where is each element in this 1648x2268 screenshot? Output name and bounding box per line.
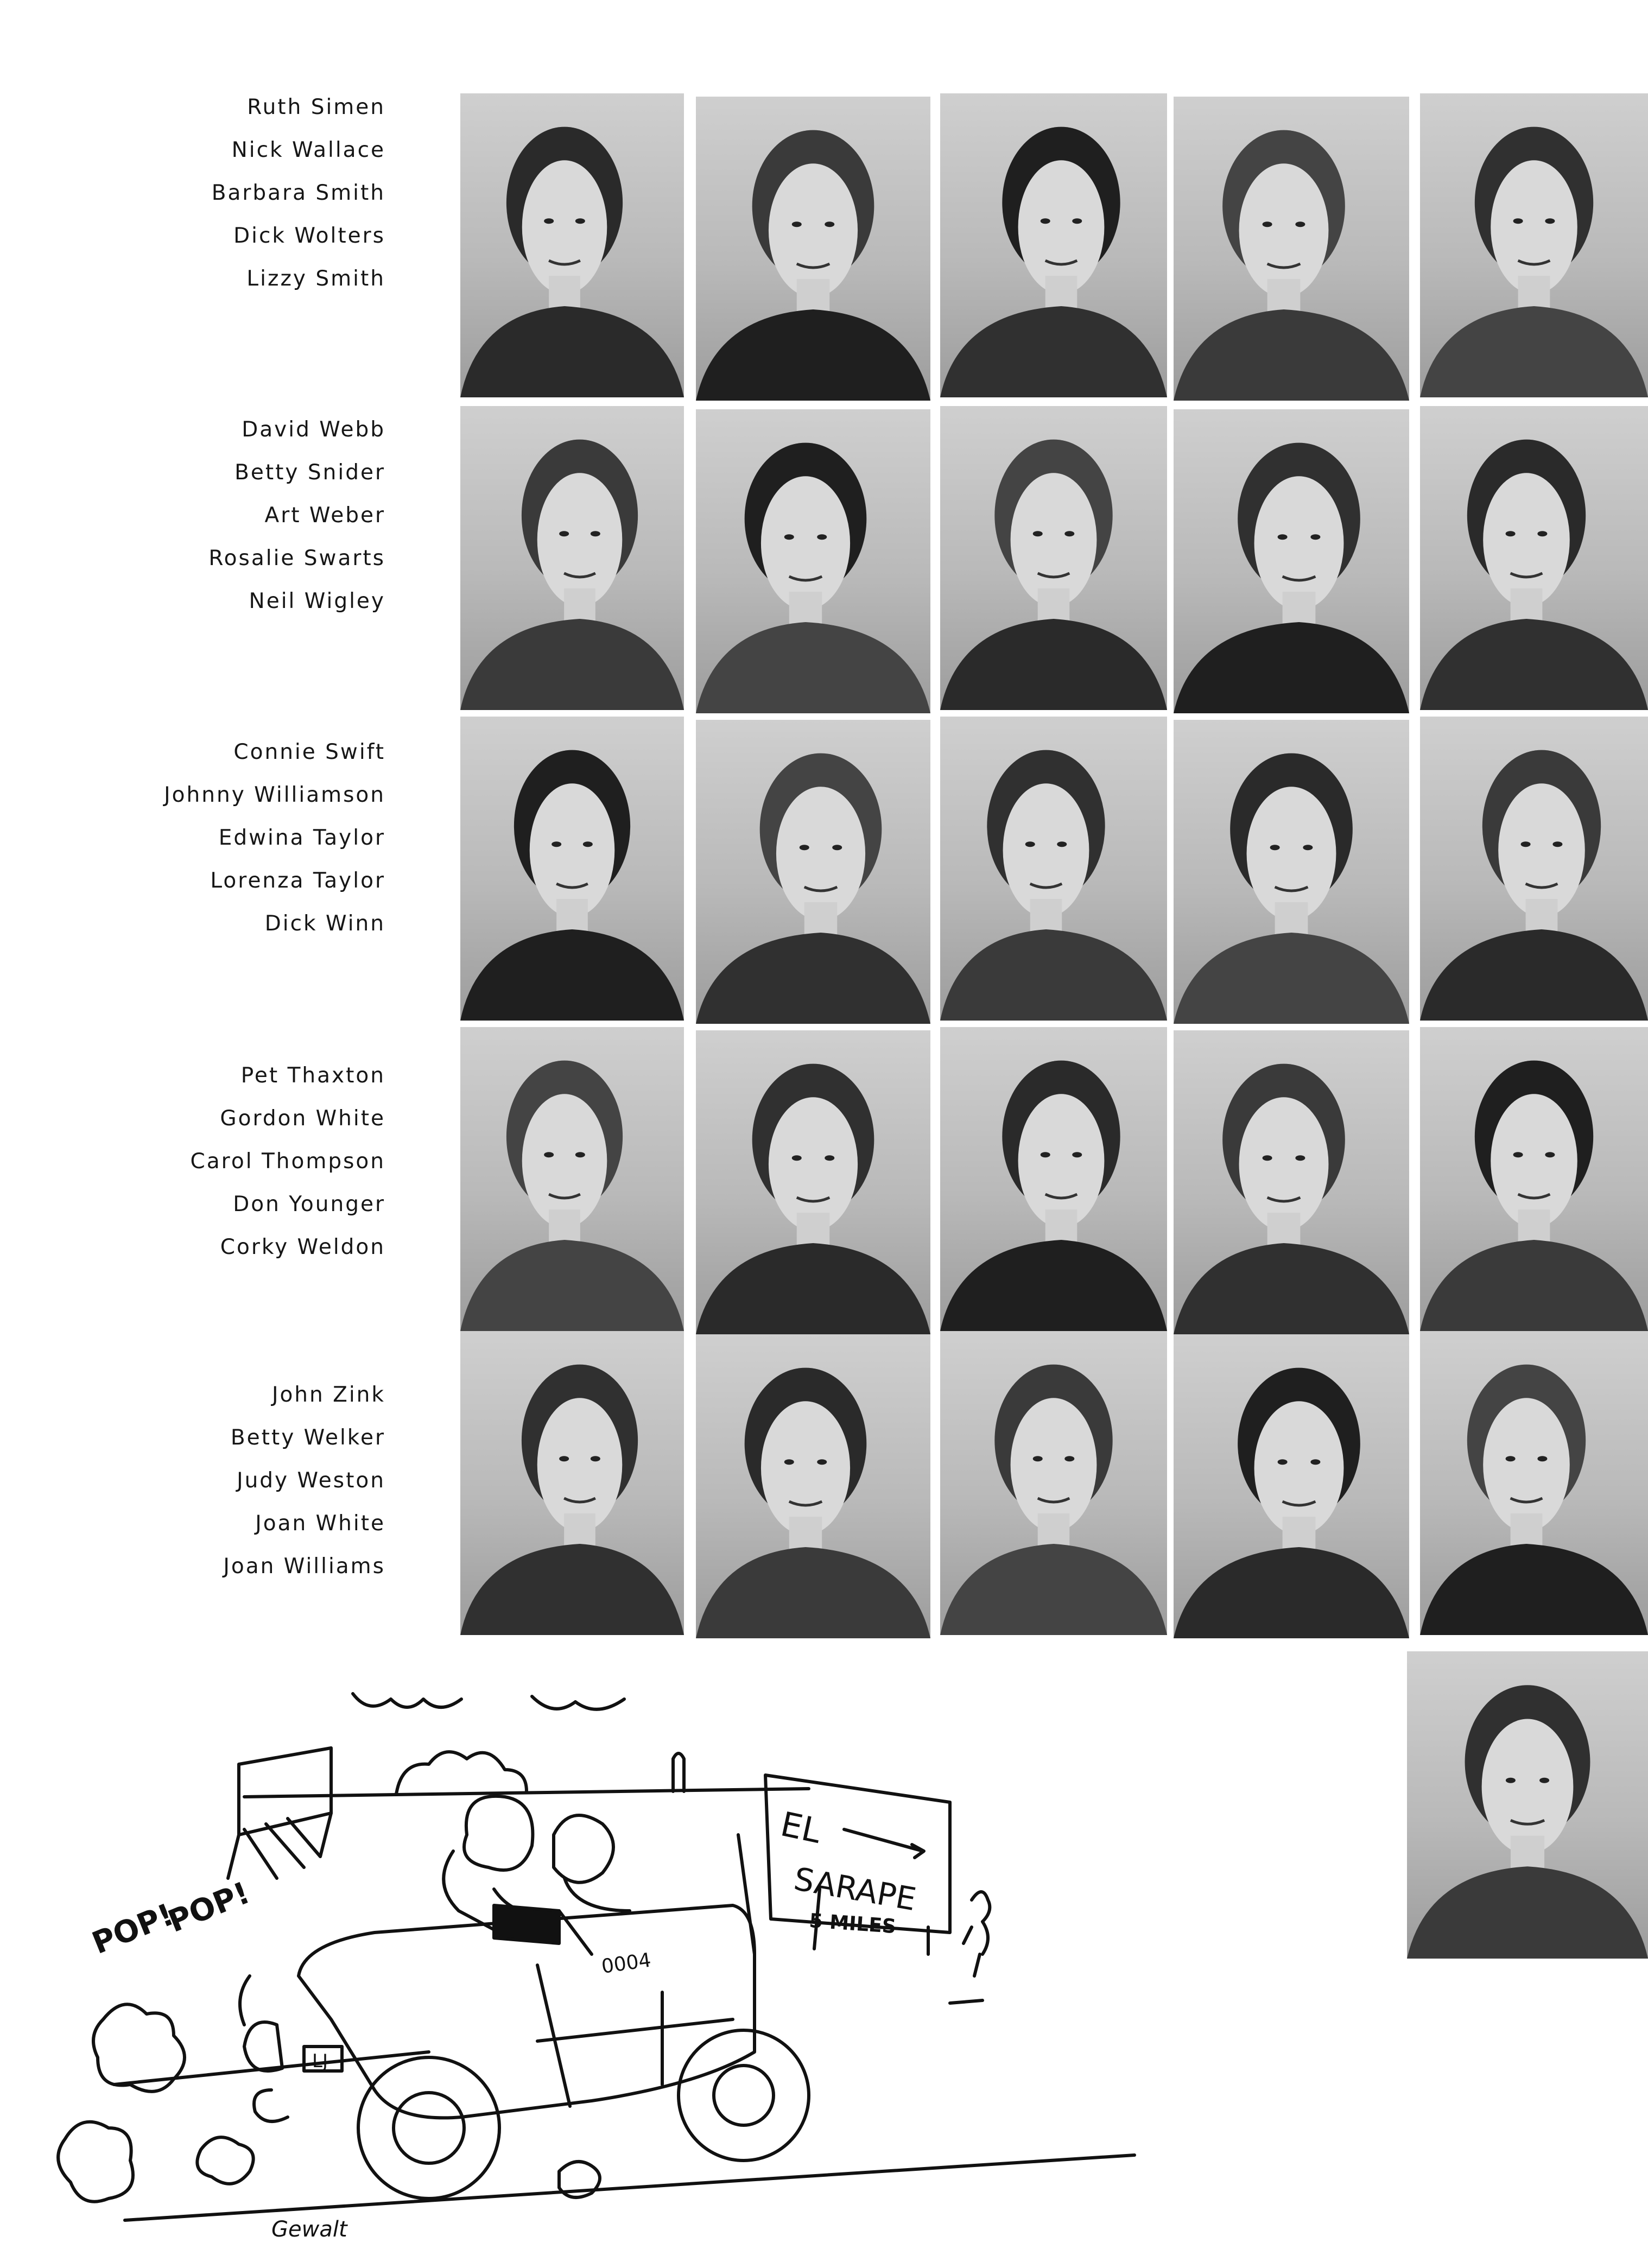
name-list-row-1	[81, 86, 385, 300]
student-name: Pet Thaxton	[240, 1063, 385, 1088]
artist-signature: Gewalt	[271, 2217, 347, 2242]
student-portrait	[1420, 406, 1648, 710]
student-portrait	[460, 406, 684, 710]
student-name: Barbara Smith	[211, 181, 385, 205]
student-portrait	[460, 717, 684, 1021]
student-portrait	[696, 97, 930, 401]
student-portrait	[696, 1334, 930, 1638]
student-portrait	[460, 1331, 684, 1635]
student-portrait	[940, 93, 1167, 397]
student-portrait	[460, 1027, 684, 1331]
student-portrait	[1174, 1334, 1409, 1638]
student-portrait	[460, 93, 684, 397]
student-name: Dick Winn	[264, 911, 385, 936]
el-sarape-sign	[765, 1775, 950, 1954]
student-name: Dick Wolters	[233, 224, 385, 248]
student-name: Art Weber	[264, 503, 385, 528]
student-name: Edwina Taylor	[218, 826, 385, 850]
pop-sound-1: POP!	[87, 1897, 179, 1961]
student-name: Rosalie Swarts	[208, 546, 385, 571]
student-portrait	[940, 1027, 1167, 1331]
student-name: Neil Wigley	[249, 589, 385, 613]
student-portrait	[1420, 1331, 1648, 1635]
student-name: David Webb	[242, 417, 385, 442]
student-name: Don Younger	[233, 1192, 385, 1217]
student-portrait	[1174, 409, 1409, 713]
student-name: Betty Snider	[234, 460, 385, 485]
license-plate: LJ	[312, 2050, 328, 2072]
student-portrait	[1420, 1027, 1648, 1331]
student-name: Gordon White	[220, 1106, 385, 1131]
sign-text-miles: 5 MILES	[808, 1910, 897, 1938]
student-name: John Zink	[271, 1383, 385, 1407]
sign-text-sarape: SARAPE	[791, 1860, 919, 1918]
student-portrait	[940, 406, 1167, 710]
student-name: Joan White	[255, 1511, 385, 1536]
student-name: Betty Welker	[230, 1426, 385, 1450]
student-name: Corky Weldon	[220, 1235, 385, 1259]
name-list-row-5	[81, 1373, 385, 1588]
sign-text-el: EL	[777, 1804, 825, 1851]
student-portrait	[696, 720, 930, 1024]
student-name: Connie Swift	[233, 740, 385, 764]
student-name: Carol Thompson	[190, 1149, 385, 1174]
student-portrait	[696, 409, 930, 713]
student-name: Nick Wallace	[231, 138, 385, 162]
student-name: Johnny Williamson	[164, 783, 385, 807]
student-portrait	[940, 717, 1167, 1021]
student-name: Lorenza Taylor	[210, 869, 385, 893]
student-portrait	[940, 1331, 1167, 1635]
name-list-row-2	[81, 408, 385, 623]
student-name: Joan Williams	[223, 1554, 385, 1579]
student-portrait	[1174, 1030, 1409, 1334]
student-portrait	[1407, 1651, 1648, 1959]
student-portrait	[1420, 93, 1648, 397]
student-portrait	[696, 1030, 930, 1334]
student-portrait	[1174, 97, 1409, 401]
hot-rod-cartoon	[49, 1672, 1216, 2247]
car-number: 0004	[600, 1949, 652, 1978]
student-name: Judy Weston	[237, 1468, 385, 1493]
name-list-row-4	[81, 1054, 385, 1269]
student-name: Ruth Simen	[247, 95, 385, 119]
hot-rod-car	[240, 1796, 809, 2199]
name-list-row-3	[81, 731, 385, 945]
student-portrait	[1420, 717, 1648, 1021]
pop-sound-2: POP!	[163, 1875, 255, 1940]
student-name: Lizzy Smith	[246, 267, 385, 291]
student-portrait	[1174, 720, 1409, 1024]
